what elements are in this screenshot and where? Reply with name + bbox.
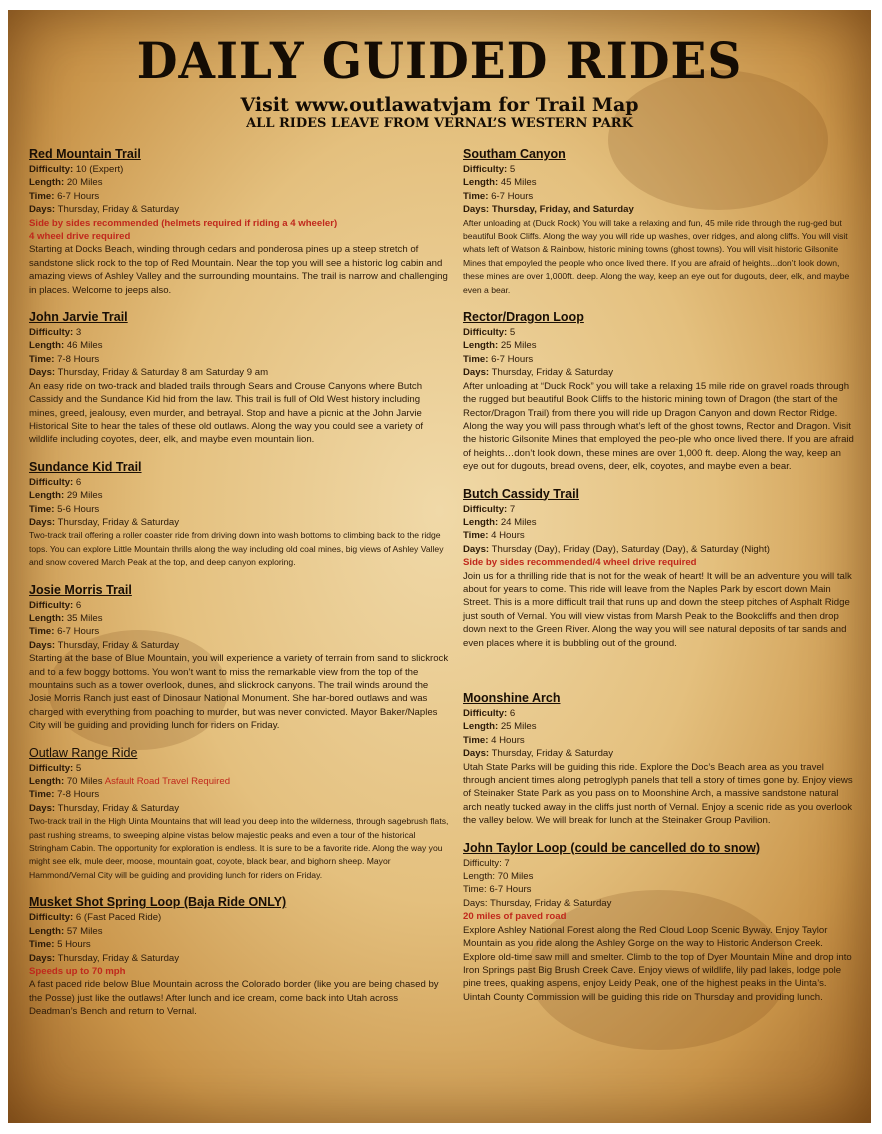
- length-label: Length:: [29, 776, 65, 788]
- parchment-poster: [8, 10, 871, 1123]
- left-column: [29, 146, 449, 1031]
- trail-description: After unloading at “Duck Rock” you will take a relaxing 15 mile ride on gravel roads through the rugged but beautiful Book Cliffs to the historic mining town of Dragon (the start of the Rector/Dragon Trail) from there you will ride up Dragon Canyon and down Rector Ridge. Along the way you will pass through what’s left of the ghost towns, Rector and Dragon. Visit the historic Gilsonite Mines that employed the peo-ple who once lived there. If you are afraid of heights…don’t look down, these mines are over 1,000 ft. deep. Along the way, keep an eye out for dugouts, bread ovens, deer, elk, coyotes, and maybe even a bear.: [463, 380, 854, 473]
- length-label: Length:: [29, 340, 65, 352]
- days-label: Days:: [29, 516, 56, 528]
- trail-description: After unloading at (Duck Rock) You will take a relaxing and fun, 45 mile ride through the rug-ged but beautiful Book Cliffs. Along the way you will ride up washes, over ridges, and along cliffs. You will visit whats left of Watson & Rainbow, historic mining towns (ghost towns). You will visit historic Gilsonite Mines that empoyled the people who once lived there. If you are afraid of heights...don’t look down, these mines are over 1,000ft. deep. Along the way, keep an eye out for dugouts, deer, elk, and maybe even a bear.: [463, 217, 850, 295]
- trail-butch-cassidy: [463, 486, 856, 650]
- length-label: Length:: [463, 340, 499, 352]
- time-value: 6-7 Hours: [491, 190, 534, 202]
- days-value: Thursday, Friday & Saturday: [491, 748, 614, 760]
- trail-name: John Jarvie Trail: [29, 310, 128, 325]
- difficulty-label: Difficulty:: [463, 327, 508, 339]
- difficulty-value: 7: [509, 503, 516, 515]
- difficulty-label: Difficulty:: [463, 164, 508, 175]
- length-value: 20 Miles: [66, 177, 103, 189]
- length-value: 25 Miles: [500, 340, 537, 352]
- difficulty-value: 7: [504, 857, 510, 869]
- length-value: 45 Miles: [500, 177, 537, 189]
- difficulty-value: 6 (Fast Paced Ride): [75, 912, 162, 924]
- difficulty-value: 5: [509, 327, 516, 339]
- days-value: Thursday, Friday & Saturday 8 am Saturday 9 am: [57, 367, 269, 379]
- trail-name: John Taylor Loop (could be cancelled do to snow): [463, 840, 761, 855]
- days-label: Days:: [463, 367, 490, 379]
- days-label: Days:: [29, 639, 56, 651]
- road-travel-note: Asfault Road Travel Required: [104, 776, 231, 788]
- difficulty-value: 3: [75, 327, 82, 339]
- difficulty-label: Difficulty:: [463, 857, 502, 869]
- trail-name: Rector/Dragon Loop: [463, 310, 584, 325]
- trail-name: Musket Shot Spring Loop (Baja Ride ONLY): [29, 895, 287, 910]
- time-label: Time:: [463, 884, 487, 896]
- difficulty-label: Difficulty:: [29, 599, 74, 611]
- trail-description: Starting at Docks Beach, winding through cedars and ponderosa pines up a steep stretch of sandstone slick rock to the top of Red Mountain. Near the top you will see a historic log cabin and amazing views of Ashley Valley and the surrounding mountains. The trail is narrow and challenging in places. Welcome to jeeps also.: [29, 244, 448, 296]
- difficulty-value: 5: [75, 762, 82, 774]
- trail-red-mountain: [29, 146, 449, 297]
- difficulty-value: 6: [75, 599, 82, 611]
- time-label: Time:: [463, 530, 489, 542]
- days-value: Thursday (Day), Friday (Day), Saturday (Day), & Saturday (Night): [491, 543, 770, 555]
- right-column: [463, 146, 856, 1016]
- length-label: Length:: [463, 177, 499, 189]
- time-label: Time:: [463, 353, 489, 365]
- poster-header: [8, 32, 871, 131]
- time-value: 4 Hours: [491, 734, 525, 746]
- time-value: 7-8 Hours: [57, 789, 100, 801]
- days-value: Thursday, Friday & Saturday: [57, 952, 180, 964]
- difficulty-label: Difficulty:: [29, 327, 74, 339]
- requirement-note: 20 miles of paved road: [463, 911, 567, 923]
- length-value: 46 Miles: [66, 340, 103, 352]
- length-label: Length:: [463, 721, 499, 733]
- time-label: Time:: [29, 626, 55, 638]
- trail-name: Outlaw Range Ride: [29, 745, 138, 760]
- time-label: Time:: [29, 503, 55, 515]
- trail-name: Josie Morris Trail: [29, 582, 132, 597]
- time-value: 4 Hours: [491, 530, 525, 542]
- days-label: Days:: [463, 204, 490, 216]
- trail-outlaw-range: [29, 745, 449, 883]
- length-value: 24 Miles: [500, 516, 537, 528]
- trail-description: Join us for a thrilling ride that is not for the weak of heart! It will be an adventure you will talk about for years to come. This ride will leave from the Naples Park by escort down Main Street. This is a more difficult trail that runs up and down the steep pitches of Asphalt Ridge just south of Vernal. You will view vistas from Marsh Peak to the Bookcliffs and then drop down next to the Green River. Along the way you will see natural deposits of tar sands and even places where it is bubbling out of the ground.: [463, 570, 852, 649]
- trail-description: Utah State Parks will be guiding this ride. Explore the Doc’s Beach area as you travel through ancient times along petroglyph panels that tell a story of times gone by. Enjoy views of Steinaker State Park as you pass on to Moonshine Arch, a massive sandstone natural arch neatly tucked away in the cliffs just north of Vernal. Enjoy a scenic ride as you overlook the valley below. We will break for lunch at the Steinaker Group Pavilion.: [463, 761, 853, 827]
- trail-name: Red Mountain Trail: [29, 147, 141, 161]
- poster-title: DAILY GUIDED RIDES: [136, 32, 743, 91]
- time-value: 6-7 Hours: [57, 190, 100, 202]
- length-label: Length:: [29, 612, 65, 624]
- trail-southam-canyon: [463, 146, 856, 297]
- days-value: Thursday, Friday & Saturday: [57, 516, 180, 528]
- time-label: Time:: [463, 190, 489, 202]
- trail-moonshine-arch: [463, 690, 856, 828]
- requirement-note: Side by sides recommended/4 wheel drive required: [463, 557, 697, 569]
- days-value: Thursday, Friday & Saturday: [57, 802, 180, 814]
- length-label: Length:: [29, 925, 65, 937]
- requirement-note: Speeds up to 70 mph: [29, 965, 126, 977]
- time-value: 6-7 Hours: [489, 884, 532, 896]
- departure-note: ALL RIDES LEAVE FROM VERNAL’S WESTERN PARK: [246, 116, 633, 131]
- time-value: 6-7 Hours: [491, 353, 534, 365]
- days-label: Days:: [29, 952, 56, 964]
- difficulty-value: 10 (Expert): [75, 164, 124, 175]
- spacer: [463, 662, 856, 690]
- difficulty-label: Difficulty:: [29, 762, 74, 774]
- trail-description: A fast paced ride below Blue Mountain across the Colorado border (like you are being chased by the Posse) just like the outlaws! After lunch and ice cream, come back into Utah across Deadman’s Bench and return to Vernal.: [29, 979, 439, 1018]
- length-label: Length:: [463, 516, 499, 528]
- difficulty-value: 6: [509, 708, 516, 719]
- trail-rector-dragon: [463, 309, 856, 473]
- trail-musket-shot-spring: [29, 894, 449, 1018]
- difficulty-value: 5: [509, 164, 516, 175]
- length-value: 70 Miles: [497, 871, 534, 883]
- days-value: Thursday, Friday & Saturday: [57, 204, 180, 216]
- trail-sundance-kid: [29, 459, 449, 570]
- time-label: Time:: [29, 353, 55, 365]
- time-label: Time:: [463, 734, 489, 746]
- trail-name: Sundance Kid Trail: [29, 459, 142, 474]
- length-value: 29 Miles: [66, 490, 103, 502]
- trail-john-taylor-loop: [463, 840, 856, 1004]
- length-label: Length:: [463, 871, 496, 883]
- length-value: 57 Miles: [66, 925, 103, 937]
- length-value: 35 Miles: [66, 612, 103, 624]
- difficulty-label: Difficulty:: [29, 476, 74, 488]
- time-value: 6-7 Hours: [57, 626, 100, 638]
- time-value: 5-6 Hours: [57, 503, 100, 515]
- days-label: Days:: [29, 367, 56, 379]
- days-label: Days:: [463, 748, 490, 760]
- days-value: Thursday, Friday, and Saturday: [491, 204, 634, 216]
- trail-map-link-text: Visit www.outlawatvjam for Trail Map: [240, 94, 639, 116]
- length-value: 25 Miles: [500, 721, 537, 733]
- days-value: Thursday, Friday & Saturday: [57, 639, 180, 651]
- trail-name: Southam Canyon: [463, 147, 566, 161]
- difficulty-label: Difficulty:: [29, 912, 74, 924]
- days-label: Days:: [463, 543, 490, 555]
- difficulty-label: Difficulty:: [29, 164, 74, 175]
- length-label: Length:: [29, 490, 65, 502]
- requirement-note: 4 wheel drive required: [29, 231, 131, 243]
- time-value: 7-8 Hours: [57, 353, 100, 365]
- days-label: Days:: [29, 802, 56, 814]
- days-label: Days:: [463, 897, 488, 909]
- difficulty-label: Difficulty:: [463, 708, 508, 719]
- time-label: Time:: [29, 789, 55, 801]
- trail-john-jarvie: [29, 309, 449, 447]
- difficulty-label: Difficulty:: [463, 503, 508, 515]
- trail-josie-morris: [29, 582, 449, 733]
- trail-description: An easy ride on two-track and bladed trails through Sears and Crouse Canyons where Butch Cassidy and the Sundance Kid hid from the law. This trail is full of Old West history including mines, greed, jealousy, even murder, and betrayal. Stop and have a picnic at the John Jarvie Historical Site to hear the tales of these old outlaws. Along the way you could see a variety of wildlife including coyotes, deer, elk, and maybe even mountain lion.: [29, 380, 424, 446]
- days-value: Thursday, Friday & Saturday: [491, 367, 614, 379]
- requirement-note: Side by sides recommended (helmets required if riding a 4 wheeler): [29, 217, 338, 229]
- trail-name: Moonshine Arch: [463, 691, 561, 705]
- trail-description: Explore Ashley National Forest along the Red Cloud Loop Scenic Byway. Enjoy Taylor Mountain as you ride along the Ashley Gorge on the way to Historic Anderson Creek. Explore old-time saw mill and smelter. Climb to the top of Dyer Mountain Mine and drop into Iron Springs past Big Brush Creek Cave. Enjoy views of wildlife, lily pad lakes, lodge pole pine trees, quaking aspens, enjoy Leidy Peak, one of the highest peaks in the Uinta’s. Uintah County Commission will be guiding this ride on Thursday and providing lunch.: [463, 924, 852, 1003]
- time-value: 5 Hours: [57, 939, 91, 951]
- trail-description: Starting at the base of Blue Mountain, you will experience a variety of terrain from sand to slickrock and to a few boggy bottoms. You won’t want to miss the remarkable view from the top of the mountains such as a tower overlook, dunes, and slickrock canyons. The trail winds around the Josie Morris Ranch just east of Dinosaur National Monument. She har-bored outlaws and was charged with everything from poaching to murder, but was never convicted. Mayor Baker/Naples City will be guiding and providing lunch for riders on Friday.: [29, 653, 449, 732]
- time-label: Time:: [29, 939, 55, 951]
- days-value: Thursday, Friday & Saturday: [490, 897, 612, 909]
- trail-description: Two-track trail offering a roller coaster ride from driving down into wash bottoms to climbing back to the ridge tops. You can explore Little Mountain thrills along the way including old coal mines, big views of Ashley Valley and snow covered March Peak at the top, and deep canyon exploring.: [29, 530, 444, 568]
- days-label: Days:: [29, 204, 56, 216]
- time-label: Time:: [29, 190, 55, 202]
- difficulty-value: 6: [75, 476, 82, 488]
- length-value: 70 Miles: [66, 776, 103, 788]
- length-label: Length:: [29, 177, 65, 189]
- trail-description: Two-track trail in the High Uinta Mountains that will lead you deep into the wilderness, through sagebrush flats, past rushing streams, to sweeping alpine vistas below majestic peaks and even a tour of the historical Stringham Cabin. The opportunity for exploration is endless. It is sure to be a favorite ride. Along the way you might see elk, mule deer, moose, mountain goat, coyote, black bear, and bighorn sheep. Mayor Hammond/Vernal City will be guiding and providing lunch for riders on Friday.: [29, 816, 449, 880]
- trail-name: Butch Cassidy Trail: [463, 486, 580, 501]
